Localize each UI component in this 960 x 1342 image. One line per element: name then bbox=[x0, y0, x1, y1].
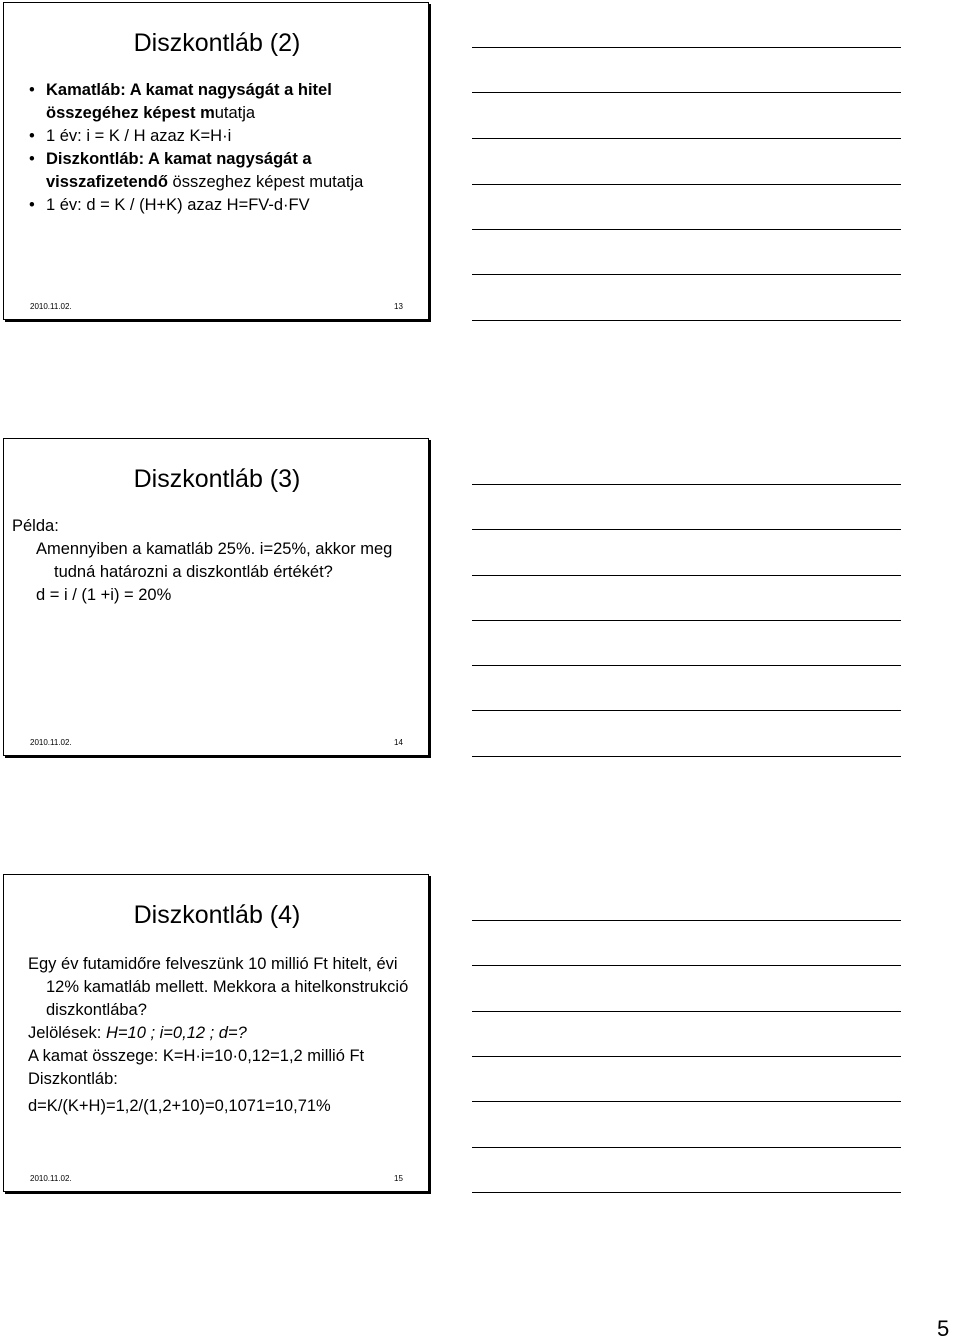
slide-date: 2010.11.02. bbox=[30, 302, 72, 311]
notation-label: Jelölések: bbox=[28, 1024, 106, 1042]
note-line bbox=[472, 620, 901, 621]
formula-text: d = i / (1 +i) = 20% bbox=[36, 586, 172, 604]
note-line bbox=[472, 229, 901, 230]
note-line bbox=[472, 1011, 901, 1012]
bullet-icon: • bbox=[29, 196, 35, 214]
bullet-item bbox=[26, 194, 416, 217]
slide-body bbox=[28, 953, 418, 1118]
slide-title: Diszkontláb (3) bbox=[133, 465, 301, 493]
slide-date: 2010.11.02. bbox=[30, 1174, 72, 1183]
note-line bbox=[472, 1147, 901, 1148]
note-line bbox=[472, 274, 901, 275]
notation-value: H=10 ; i=0,12 ; d=? bbox=[105, 1024, 247, 1042]
slide-number: 15 bbox=[394, 1174, 403, 1183]
slide-15 bbox=[3, 874, 429, 1192]
bullet-text: 1 év: i = K / H azaz K=H·i bbox=[46, 127, 232, 145]
slide-title: Diszkontláb (4) bbox=[133, 901, 301, 929]
slide-date: 2010.11.02. bbox=[30, 738, 72, 747]
note-line bbox=[472, 184, 901, 185]
bullet-bold-text: Diszkontláb: A kamat nagyságát a visszafizetendő bbox=[46, 150, 312, 191]
slide-14 bbox=[3, 438, 429, 756]
problem-text: Egy év futamidőre felveszünk 10 millió Ft hitelt, évi 12% kamatláb mellett. Mekkora a hitelkonstrukció diszkontlába? bbox=[28, 955, 409, 1019]
note-line bbox=[472, 484, 901, 485]
bullet-text: utatja bbox=[214, 104, 256, 122]
note-line bbox=[472, 320, 901, 321]
slide-body bbox=[12, 515, 412, 607]
note-line bbox=[472, 138, 901, 139]
note-line bbox=[472, 1056, 901, 1057]
note-line bbox=[472, 529, 901, 530]
bullet-item bbox=[26, 79, 416, 125]
note-line bbox=[472, 710, 901, 711]
slide-title: Diszkontláb (2) bbox=[133, 29, 301, 57]
question-text: Amennyiben a kamatláb 25%. i=25%, akkor meg tudná határozni a diszkontláb értékét? bbox=[36, 540, 393, 581]
bullet-text: 1 év: d = K / (H+K) azaz H=FV-d·FV bbox=[46, 196, 310, 214]
bullet-item bbox=[26, 148, 416, 194]
discount-label: Diszkontláb: bbox=[28, 1070, 118, 1088]
bullet-bold-text: Kamatláb: A kamat nagyságát a hitel összegéhez képest m bbox=[46, 81, 332, 122]
note-line bbox=[472, 1101, 901, 1102]
slide-13 bbox=[3, 2, 429, 320]
note-line bbox=[472, 47, 901, 48]
bullet-icon: • bbox=[29, 150, 35, 168]
interest-sum-text: A kamat összege: K=H·i=10·0,12=1,2 millió Ft bbox=[28, 1047, 365, 1065]
note-line bbox=[472, 665, 901, 666]
slide-number: 13 bbox=[394, 302, 403, 311]
bullet-icon: • bbox=[29, 127, 35, 145]
note-line bbox=[472, 756, 901, 757]
note-line bbox=[472, 965, 901, 966]
note-line bbox=[472, 575, 901, 576]
example-label: Példa: bbox=[12, 517, 59, 535]
note-line bbox=[472, 920, 901, 921]
discount-formula: d=K/(K+H)=1,2/(1,2+10)=0,1071=10,71% bbox=[28, 1097, 331, 1115]
bullet-list bbox=[26, 79, 416, 217]
slide-number: 14 bbox=[394, 738, 403, 747]
bullet-text: összeghez képest mutatja bbox=[167, 173, 364, 191]
page-number: 5 bbox=[937, 1316, 950, 1341]
bullet-icon: • bbox=[29, 81, 35, 99]
notation-line bbox=[28, 1022, 418, 1045]
note-line bbox=[472, 1192, 901, 1193]
note-line bbox=[472, 92, 901, 93]
bullet-item bbox=[26, 125, 416, 148]
